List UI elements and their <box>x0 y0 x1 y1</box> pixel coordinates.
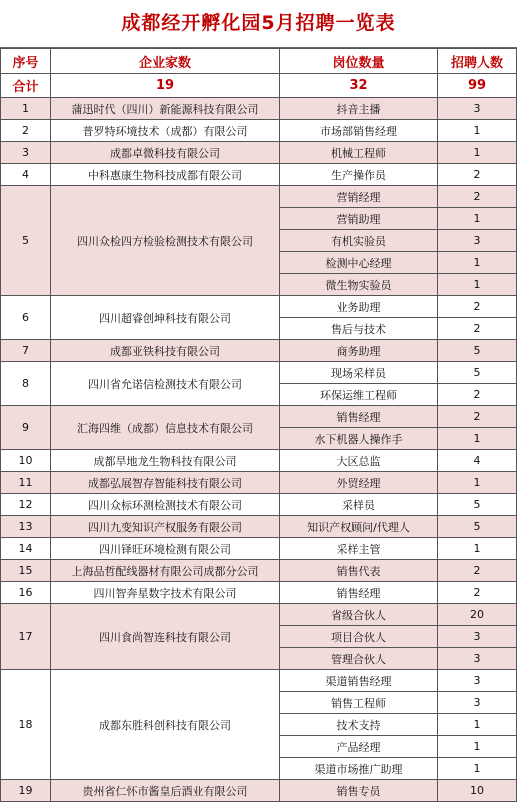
position-count: 3 <box>438 98 517 120</box>
row-number: 2 <box>1 120 51 142</box>
position-title: 售后与技术 <box>280 318 438 340</box>
position-title: 市场部销售经理 <box>280 120 438 142</box>
row-number: 7 <box>1 340 51 362</box>
position-title: 管理合伙人 <box>280 648 438 670</box>
position-count: 2 <box>438 164 517 186</box>
position-count: 1 <box>438 274 517 296</box>
position-count: 20 <box>438 604 517 626</box>
position-count: 1 <box>438 714 517 736</box>
position-count: 3 <box>438 692 517 714</box>
company-name: 汇海四维（成都）信息技术有限公司 <box>51 406 280 450</box>
position-count: 1 <box>438 120 517 142</box>
company-name: 四川超睿创坤科技有限公司 <box>51 296 280 340</box>
total-label: 合计 <box>1 74 51 98</box>
header-position: 岗位数量 <box>280 49 438 74</box>
position-count: 2 <box>438 186 517 208</box>
table-row <box>1 296 517 318</box>
table-row <box>1 780 517 802</box>
position-count: 1 <box>438 252 517 274</box>
row-number: 15 <box>1 560 51 582</box>
table-row <box>1 362 517 384</box>
row-number: 11 <box>1 472 51 494</box>
position-title: 微生物实验员 <box>280 274 438 296</box>
table-row <box>1 472 517 494</box>
header-count: 招聘人数 <box>438 49 517 74</box>
table-row <box>1 120 517 142</box>
company-name: 四川众标环测检测技术有限公司 <box>51 494 280 516</box>
total-row <box>1 74 517 98</box>
table-body <box>1 49 517 802</box>
table-row <box>1 340 517 362</box>
position-count: 3 <box>438 670 517 692</box>
position-title: 营销助理 <box>280 208 438 230</box>
position-title: 销售经理 <box>280 406 438 428</box>
position-count: 2 <box>438 406 517 428</box>
company-name: 上海品哲配线器材有限公司成都分公司 <box>51 560 280 582</box>
company-name: 成都旱地龙生物科技有限公司 <box>51 450 280 472</box>
position-count: 4 <box>438 450 517 472</box>
row-number: 17 <box>1 604 51 670</box>
table-row <box>1 406 517 428</box>
position-title: 现场采样员 <box>280 362 438 384</box>
position-title: 知识产权顾问/代理人 <box>280 516 438 538</box>
row-number: 9 <box>1 406 51 450</box>
position-count: 1 <box>438 428 517 450</box>
company-name: 成都亚铁科技有限公司 <box>51 340 280 362</box>
company-name: 成都卓微科技有限公司 <box>51 142 280 164</box>
position-count: 2 <box>438 582 517 604</box>
row-number: 13 <box>1 516 51 538</box>
position-title: 检测中心经理 <box>280 252 438 274</box>
company-name: 四川食尚智连科技有限公司 <box>51 604 280 670</box>
table-row <box>1 186 517 208</box>
total-companies: 19 <box>51 74 280 98</box>
position-title: 渠道销售经理 <box>280 670 438 692</box>
position-title: 机械工程师 <box>280 142 438 164</box>
company-name: 四川众检四方检验检测技术有限公司 <box>51 186 280 296</box>
company-name: 四川智奔星数字技术有限公司 <box>51 582 280 604</box>
company-name: 中科惠康生物科技成都有限公司 <box>51 164 280 186</box>
position-title: 抖音主播 <box>280 98 438 120</box>
sheet-title: 成都经开孵化园5月招聘一览表 <box>0 0 517 48</box>
position-title: 生产操作员 <box>280 164 438 186</box>
company-name: 四川铎旺环境检测有限公司 <box>51 538 280 560</box>
table-row <box>1 142 517 164</box>
company-name: 贵州省仁怀市酱皇后酒业有限公司 <box>51 780 280 802</box>
position-title: 有机实验员 <box>280 230 438 252</box>
table-row <box>1 560 517 582</box>
position-count: 1 <box>438 758 517 780</box>
position-count: 2 <box>438 318 517 340</box>
position-title: 采样主管 <box>280 538 438 560</box>
position-count: 1 <box>438 208 517 230</box>
recruitment-table <box>0 48 517 802</box>
row-number: 19 <box>1 780 51 802</box>
table-row <box>1 516 517 538</box>
company-name: 四川九变知识产权服务有限公司 <box>51 516 280 538</box>
position-title: 渠道市场推广助理 <box>280 758 438 780</box>
position-title: 营销经理 <box>280 186 438 208</box>
table-row <box>1 98 517 120</box>
position-count: 3 <box>438 648 517 670</box>
position-title: 环保运维工程师 <box>280 384 438 406</box>
position-count: 1 <box>438 472 517 494</box>
position-count: 1 <box>438 538 517 560</box>
company-name: 蒲迅时代（四川）新能源科技有限公司 <box>51 98 280 120</box>
position-count: 3 <box>438 626 517 648</box>
row-number: 8 <box>1 362 51 406</box>
row-number: 6 <box>1 296 51 340</box>
total-positions: 32 <box>280 74 438 98</box>
row-number: 4 <box>1 164 51 186</box>
header-no: 序号 <box>1 49 51 74</box>
table-row <box>1 582 517 604</box>
position-count: 10 <box>438 780 517 802</box>
position-title: 销售经理 <box>280 582 438 604</box>
position-count: 2 <box>438 296 517 318</box>
company-name: 四川省允诺信检测技术有限公司 <box>51 362 280 406</box>
total-people: 99 <box>438 74 517 98</box>
company-name: 成都弘展智存智能科技有限公司 <box>51 472 280 494</box>
row-number: 14 <box>1 538 51 560</box>
table-row <box>1 670 517 692</box>
position-count: 2 <box>438 384 517 406</box>
header-company: 企业家数 <box>51 49 280 74</box>
company-name: 成都东胜科创科技有限公司 <box>51 670 280 780</box>
row-number: 12 <box>1 494 51 516</box>
position-count: 5 <box>438 340 517 362</box>
position-count: 5 <box>438 516 517 538</box>
position-title: 业务助理 <box>280 296 438 318</box>
position-count: 1 <box>438 142 517 164</box>
position-count: 2 <box>438 560 517 582</box>
position-count: 5 <box>438 494 517 516</box>
position-title: 外贸经理 <box>280 472 438 494</box>
table-row <box>1 450 517 472</box>
position-title: 大区总监 <box>280 450 438 472</box>
position-title: 商务助理 <box>280 340 438 362</box>
position-count: 3 <box>438 230 517 252</box>
position-count: 5 <box>438 362 517 384</box>
table-row <box>1 164 517 186</box>
position-title: 销售专员 <box>280 780 438 802</box>
header-row <box>1 49 517 74</box>
row-number: 5 <box>1 186 51 296</box>
position-title: 销售代表 <box>280 560 438 582</box>
row-number: 3 <box>1 142 51 164</box>
row-number: 18 <box>1 670 51 780</box>
position-count: 1 <box>438 736 517 758</box>
row-number: 16 <box>1 582 51 604</box>
position-title: 技术支持 <box>280 714 438 736</box>
table-row <box>1 538 517 560</box>
row-number: 10 <box>1 450 51 472</box>
position-title: 销售工程师 <box>280 692 438 714</box>
table-row <box>1 604 517 626</box>
position-title: 产品经理 <box>280 736 438 758</box>
company-name: 普罗特环境技术（成都）有限公司 <box>51 120 280 142</box>
table-row <box>1 494 517 516</box>
row-number: 1 <box>1 98 51 120</box>
position-title: 水下机器人操作手 <box>280 428 438 450</box>
position-title: 省级合伙人 <box>280 604 438 626</box>
position-title: 采样员 <box>280 494 438 516</box>
position-title: 项目合伙人 <box>280 626 438 648</box>
